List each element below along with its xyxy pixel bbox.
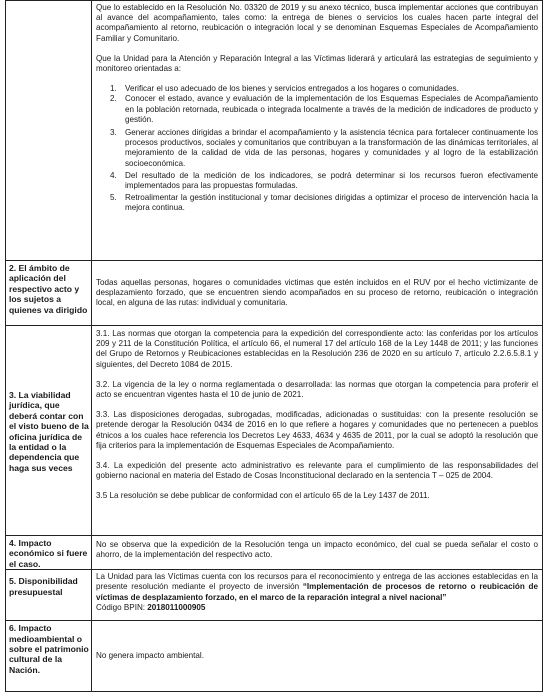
row-4-content xyxy=(92,536,543,570)
row-2-label: 2. El ámbito de aplicación del respectivo acto y los sujetos a quienes va dirigido xyxy=(6,261,92,326)
row-3-content xyxy=(92,326,543,536)
list-item: 3. Generar acciones dirigidas a brindar el acompañamiento y la asistencia técnica para fortalecer continuamente los procesos productivos, sociales y comunitarios que contribuyan a la transformación de las dinámicas territoriales, al mejoramiento de la calidad de vida de las personas, hogares y comunidades y al logro de la estabilización socioeconómica. xyxy=(110,128,538,168)
row-2-content xyxy=(92,261,543,326)
row-3 xyxy=(6,326,543,536)
list-item: 5. Retroalimentar la gestión institucional y tomar decisiones dirigidas a optimizar el proceso de intervención hacia la mejora continua. xyxy=(110,193,538,213)
objectives-list xyxy=(110,84,538,213)
row-6-label: 6. Impacto medioambiental o sobre el patrimonio cultural de la Nación. xyxy=(6,621,92,692)
row-5-text: La Unidad para las Víctimas cuenta con los recursos para el reconocimiento y entrega de las acciones establecidas en la presente resolución mediante el proyecto de inversión “Implementación de procesos de retorno o reubicación de víctimas de desplazamiento forzado, en el marco de la reparación integral a nivel nacional” Código BPIN: 2018011000905 xyxy=(96,572,538,612)
row-4-text: No se observa que la expedición de la Resolución tenga un impacto económico, del cual se pueda señalar el costo o ahorro, de la implementación del respectivo acto. xyxy=(96,540,538,560)
memoria-justificativa-table xyxy=(5,0,543,692)
list-item: 2. Conocer el estado, avance y evaluación de la implementación de los Esquemas Especiales de Acompañamiento en la población retornada, reubicada o integrada localmente a través de la medición de indicadores de producto y gestión. xyxy=(110,94,538,124)
row-3-paragraph-3-2: 3.2. La vigencia de la ley o norma reglamentada o desarrollada: las normas que otorgan la competencia para proferir el acto se encuentran vigentes hasta el 10 de junio de 2021. xyxy=(96,379,538,400)
row-3-paragraph-3-1: 3.1. Las normas que otorgan la competencia para la expedición del correspondiente acto: las conferidas por los artículos 209 y 211 de la Constitución Política, el artículo 66, el numeral 17 del artículo 168 de la Ley 1448 de 2011; y las funciones del Grupo de Retornos y Reubicaciones establecidas en la Resolución 236 de 2020 en su artículo 7, artículo 2.2.6.5.8.1 y siguientes, del Decreto 1084 de 2015. xyxy=(96,329,538,369)
row-4 xyxy=(6,536,543,570)
project-name: “Implementación de procesos de retorno o reubicación de víctimas de desplazamiento forzado, en el marco de la reparación integral a nivel nacional” xyxy=(96,582,538,602)
row-6 xyxy=(6,621,543,692)
row-1 xyxy=(6,1,543,261)
row-5-content xyxy=(92,570,543,621)
row-3-paragraph-3-5: 3.5 La resolución se debe publicar de conformidad con el artículo 65 de la Ley 1437 de 2011. xyxy=(96,491,430,501)
list-item: 1. Verificar el uso adecuado de los bienes y servicios entregados a los hogares o comunidades. xyxy=(110,84,459,94)
row-2 xyxy=(6,261,543,326)
row-3-paragraph-3-3: 3.3. Las disposiciones derogadas, subrogadas, modificadas, adicionadas o sustituidas: con la presente resolución se pretende derogar la Resolución 0434 de 2016 en lo que refiere a hogares y comunidades que no pertenecen a pueblos étnicos a los cuales hace referencia los Decretos Ley 4633, 4634 y 4635 de 2011, por la cual se adoptó la resolución que fija criterios para la implementación de Esquemas Especiales de Acompañamiento. xyxy=(96,410,538,450)
row-6-text: No genera impacto ambiental. xyxy=(96,651,204,661)
row-6-content xyxy=(92,621,543,692)
row-1-content-cell xyxy=(92,1,543,261)
row-1-intro-paragraph: Que lo establecido en la Resolución No. 03320 de 2019 y su anexo técnico, busca implementar acciones que contribuyan al avance del acompañamiento, tales como: la entrega de bienes o servicios los cuales hacen parte integral del acompañamiento al retorno, reubicación o integración local y se denominan Esquemas Especiales de Acompañamiento Familiar y Comunitario. xyxy=(96,3,538,43)
list-item: 4. Del resultado de la medición de los indicadores, se podrá determinar si los recursos fueron efectivamente implementados para las propuestas formuladas. xyxy=(110,170,538,191)
row-3-label: 3. La viabilidad jurídica, que deberá contar con el visto bueno de la oficina jurídica de la entidad o la dependencia que haga sus veces xyxy=(6,326,92,536)
bpin-code: 2018011000905 xyxy=(147,602,206,612)
row-2-text: Todas aquellas personas, hogares o comunidades victimas que estén incluidos en el RUV por el hecho victimizante de desplazamiento forzado, que se encuentren siendo acompañados en su proceso de retorno, reubicación o integración local, en alguna de las rutas: individual y comunitaria. xyxy=(96,277,538,308)
row-3-paragraph-3-4: 3.4. La expedición del presente acto administrativo es relevante para el cumplimiento de las responsabilidades del gobierno nacional en materia del Estado de Cosas Inconstitucional declarado en la sentencia T – 025 de 2004. xyxy=(96,461,538,481)
row-1-label-cell xyxy=(6,1,92,261)
row-4-label: 4. Impacto económico si fuere el caso. xyxy=(6,536,92,570)
row-1-lead-paragraph: Que la Unidad para la Atención y Reparación Integral a las Víctimas liderará y articulará las estrategias de seguimiento y monitoreo orientadas a: xyxy=(96,53,538,74)
row-5-label: 5. Disponibilidad presupuestal xyxy=(6,570,92,621)
row-5 xyxy=(6,570,543,621)
